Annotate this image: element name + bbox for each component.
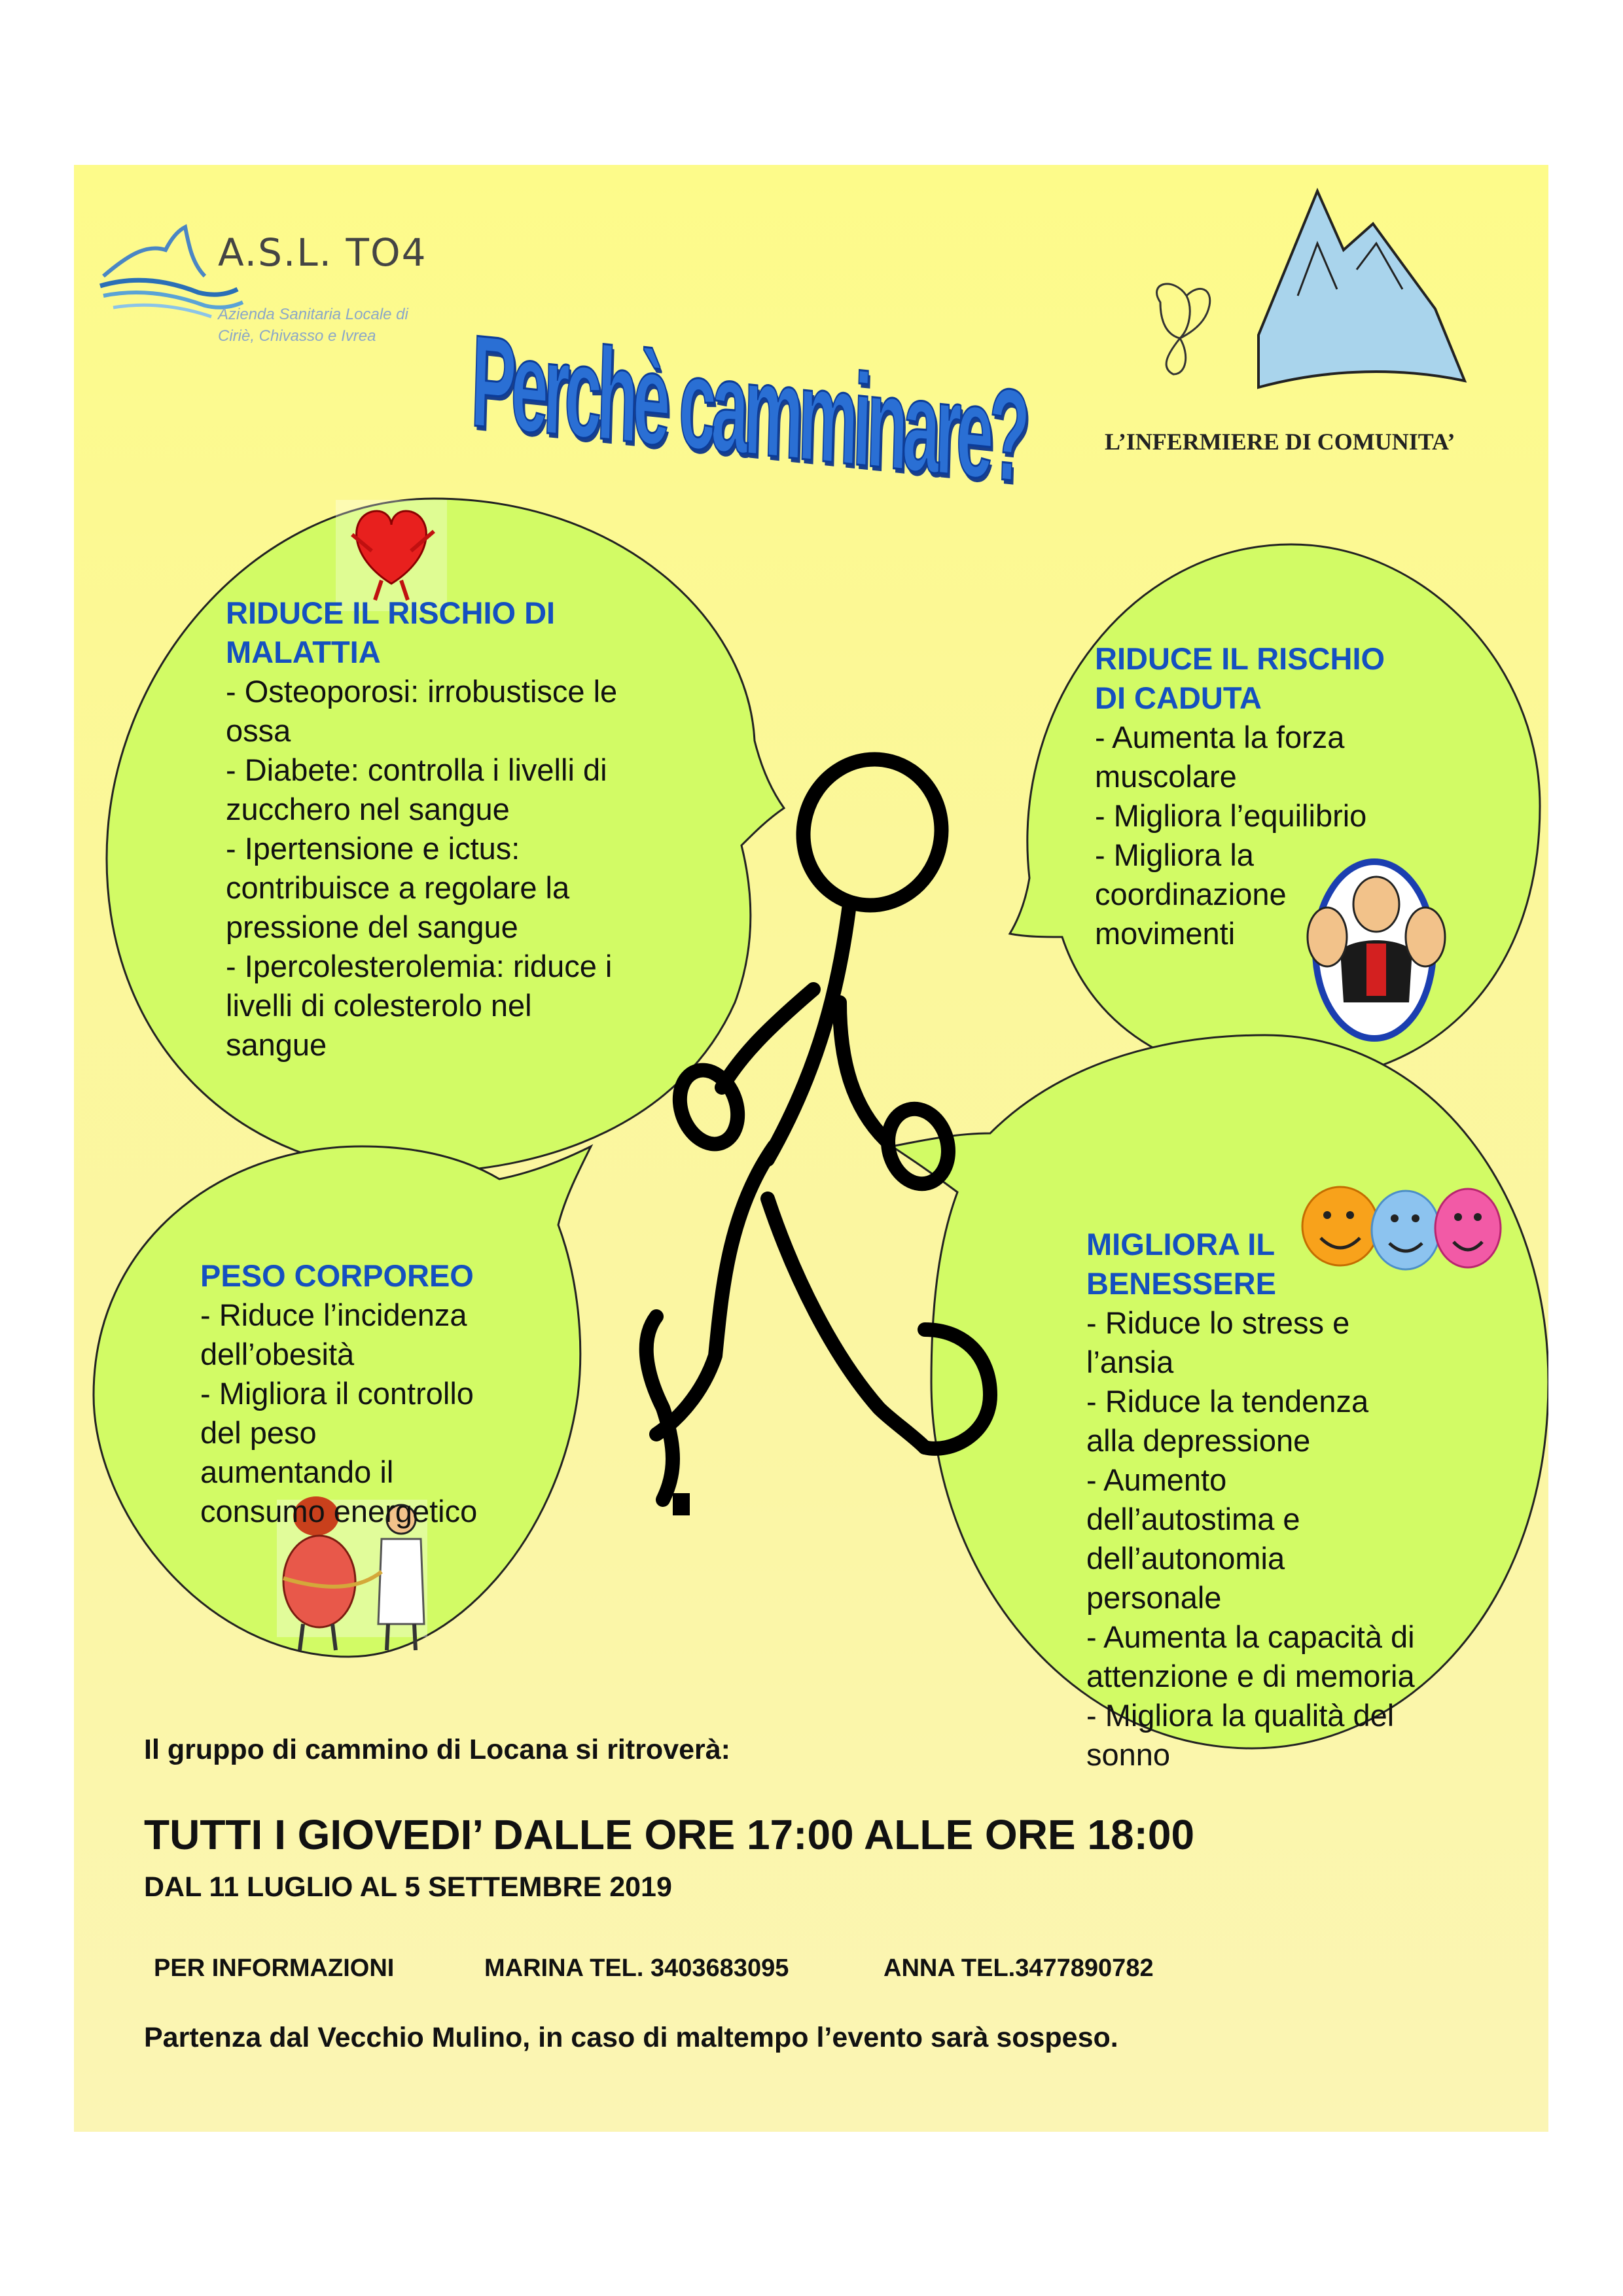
bubble-heading: DI CADUTA <box>1095 680 1262 715</box>
bubble-heading: RIDUCE IL RISCHIO DI <box>226 595 556 630</box>
community-nurse-label: L’INFERMIERE DI COMUNITA’ <box>1105 429 1455 455</box>
bubble-line: - Riduce la tendenza <box>1086 1384 1369 1419</box>
bubble-line: - Migliora l’equilibrio <box>1095 798 1367 833</box>
bubble-line: movimenti <box>1095 916 1236 951</box>
bubble-line: del peso <box>200 1415 317 1450</box>
bubble-line: muscolare <box>1095 759 1237 794</box>
bubble-line: aumentando il <box>200 1455 394 1489</box>
bubble-line: dell’autonomia <box>1086 1541 1285 1576</box>
contact-anna: ANNA TEL.3477890782 <box>883 1954 1154 1982</box>
bubble-line: ossa <box>226 713 291 748</box>
bubble-line: l’ansia <box>1086 1345 1174 1379</box>
bubble-line: zucchero nel sangue <box>226 792 510 826</box>
bubble-line: alla depressione <box>1086 1423 1311 1458</box>
walker-foot <box>673 1493 690 1515</box>
group-meeting-text: Il gruppo di cammino di Locana si ritroverà: <box>144 1734 730 1765</box>
poster <box>74 165 1548 2132</box>
bubble-line: - Aumento <box>1086 1462 1227 1497</box>
dates-text: DAL 11 LUGLIO AL 5 SETTEMBRE 2019 <box>144 1871 672 1903</box>
page-title: Perchè camminare? <box>469 308 1027 510</box>
bubble-line: - Osteoporosi: irrobustisce le <box>226 674 618 709</box>
bubble-line: - Riduce l’incidenza <box>200 1298 467 1332</box>
bubble-heading: RIDUCE IL RISCHIO <box>1095 641 1385 676</box>
asl-logo-subtitle: Azienda Sanitaria Locale di Ciriè, Chivasso e Ivrea <box>218 306 408 345</box>
info-label: PER INFORMAZIONI <box>154 1954 395 1982</box>
bubble-line: contribuisce a regolare la <box>226 870 570 905</box>
bubble-line: sonno <box>1086 1737 1171 1772</box>
mountain-icon <box>1258 191 1465 387</box>
bubble-line: personale <box>1086 1580 1222 1615</box>
bubble-line: - Aumenta la capacità di <box>1086 1619 1415 1654</box>
bubble-wellbeing-text <box>1086 1225 1479 1775</box>
bubble-disease-text <box>226 593 671 1065</box>
bubble-line: livelli di colesterolo nel <box>226 988 532 1023</box>
bubble-line: - Aumenta la forza <box>1095 720 1345 754</box>
bubble-line: - Migliora la <box>1095 838 1254 872</box>
butterfly-icon <box>1157 284 1210 374</box>
bubble-line: - Ipertensione e ictus: <box>226 831 520 866</box>
bubble-line: - Riduce lo stress e <box>1086 1305 1350 1340</box>
bubble-heading: MIGLIORA IL <box>1086 1227 1275 1262</box>
bubble-line: attenzione e di memoria <box>1086 1659 1415 1693</box>
bubble-line: - Migliora la qualità del <box>1086 1698 1395 1733</box>
bubble-line: - Diabete: controlla i livelli di <box>226 752 607 787</box>
departure-note: Partenza dal Vecchio Mulino, in caso di maltempo l’evento sarà sospeso. <box>144 2022 1118 2053</box>
bubble-falls-text <box>1095 639 1435 953</box>
bubble-line: sangue <box>226 1027 327 1062</box>
bubble-line: dell’autostima e <box>1086 1502 1300 1536</box>
bubble-line: consumo energetico <box>200 1494 478 1528</box>
bubble-line: pressione del sangue <box>226 910 518 944</box>
bubble-heading: BENESSERE <box>1086 1266 1276 1301</box>
contact-marina: MARINA TEL. 3403683095 <box>484 1954 789 1982</box>
bubble-heading: PESO CORPOREO <box>200 1258 474 1293</box>
bubble-weight-text <box>200 1256 541 1531</box>
bubble-line: - Migliora il controllo <box>200 1376 474 1411</box>
schedule-text: TUTTI I GIOVEDI’ DALLE ORE 17:00 ALLE ORE 18:00 <box>144 1811 1195 1858</box>
contacts-row <box>154 1954 1154 1983</box>
bubble-heading: MALATTIA <box>226 635 381 669</box>
asl-logo-title: A.S.L. TO4 <box>218 230 427 275</box>
bubble-line: coordinazione <box>1095 877 1287 911</box>
bubble-line: dell’obesità <box>200 1337 355 1371</box>
bubble-line: - Ipercolesterolemia: riduce i <box>226 949 613 983</box>
